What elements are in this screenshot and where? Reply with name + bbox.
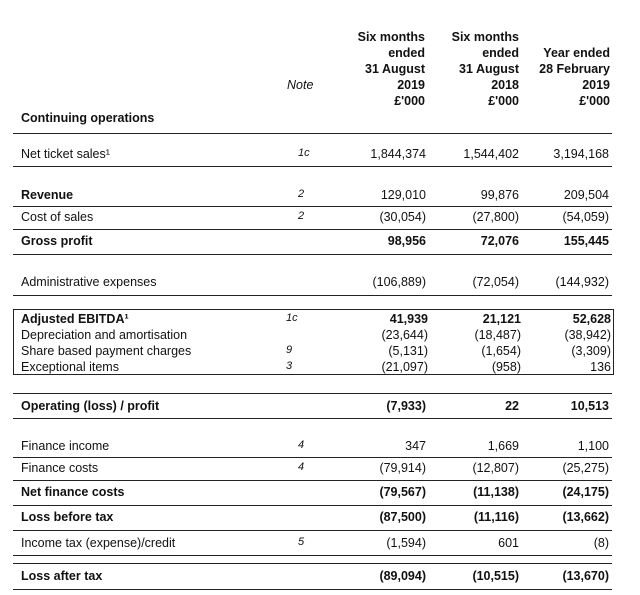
value-2018-h1: (958)	[491, 360, 521, 374]
value-2018-h1: 1,544,402	[463, 147, 519, 161]
note-column-header: Note	[287, 78, 314, 92]
value-fy2019: 3,194,168	[553, 147, 609, 161]
value-2018-h1: 22	[505, 399, 519, 413]
divider	[13, 229, 612, 230]
row-note: 1c	[298, 147, 310, 159]
row-note: 4	[298, 439, 305, 451]
header-line: Year ended	[543, 46, 610, 60]
value-2018-h1: (72,054)	[472, 275, 519, 289]
value-fy2019: 155,445	[563, 234, 609, 248]
header-line: £'000	[579, 94, 610, 108]
divider	[13, 166, 612, 167]
column-header-six-months-2019	[358, 29, 425, 109]
value-2018-h1: (12,807)	[472, 461, 519, 475]
value-2018-h1: 21,121	[482, 312, 521, 326]
row-note: 2	[298, 188, 305, 200]
divider	[13, 530, 612, 531]
value-2018-h1: (18,487)	[474, 328, 521, 342]
value-2019-h1: 1,844,374	[370, 147, 426, 161]
value-2019-h1: (21,097)	[381, 360, 428, 374]
divider	[13, 589, 612, 590]
row-label: Adjusted EBITDA¹	[21, 312, 129, 326]
row-label: Finance costs	[21, 461, 99, 475]
divider	[13, 393, 612, 394]
value-2019-h1: (30,054)	[379, 210, 426, 224]
divider	[13, 418, 612, 419]
header-line: 28 February	[539, 62, 610, 76]
row-label: Revenue	[21, 188, 74, 202]
value-fy2019: 52,628	[572, 312, 611, 326]
value-2018-h1: (1,654)	[481, 344, 521, 358]
value-fy2019: (13,670)	[562, 569, 609, 583]
ebitda-reconciliation-box	[13, 309, 614, 375]
header-line: 2018	[491, 78, 519, 92]
value-fy2019: (54,059)	[562, 210, 609, 224]
value-fy2019: (8)	[593, 536, 609, 550]
value-2019-h1: (89,094)	[379, 569, 426, 583]
value-fy2019: (24,175)	[562, 485, 609, 499]
divider	[13, 555, 612, 556]
table-row-cost-of-sales	[13, 208, 612, 226]
divider	[13, 480, 612, 481]
value-2019-h1: 347	[405, 439, 426, 453]
row-note: 1c	[286, 312, 298, 324]
value-2018-h1: (27,800)	[472, 210, 519, 224]
value-fy2019: 10,513	[570, 399, 609, 413]
value-fy2019: 209,504	[563, 188, 609, 202]
section-title: Continuing operations	[21, 111, 155, 125]
value-fy2019: (144,932)	[555, 275, 609, 289]
row-label: Finance income	[21, 439, 110, 453]
value-2018-h1: 1,669	[487, 439, 519, 453]
row-label: Cost of sales	[21, 210, 94, 224]
row-label: Net ticket sales¹	[21, 147, 110, 161]
value-2019-h1: (5,131)	[388, 344, 428, 358]
divider	[13, 206, 612, 207]
table-row-net-ticket-sales	[13, 145, 612, 163]
divider	[13, 295, 612, 296]
value-2019-h1: (7,933)	[386, 399, 426, 413]
value-2018-h1: 601	[498, 536, 519, 550]
value-2019-h1: (87,500)	[379, 510, 426, 524]
header-line: ended	[482, 46, 519, 60]
value-2019-h1: 41,939	[389, 312, 428, 326]
row-label: Share based payment charges	[21, 344, 192, 358]
header-line: 31 August	[365, 62, 425, 76]
row-note: 2	[298, 210, 305, 222]
row-label: Administrative expenses	[21, 275, 157, 289]
divider	[13, 457, 612, 458]
header-line: 2019	[397, 78, 425, 92]
row-label: Income tax (expense)/credit	[21, 536, 176, 550]
row-label: Net finance costs	[21, 485, 125, 499]
value-fy2019: 1,100	[577, 439, 609, 453]
header-line: 31 August	[459, 62, 519, 76]
row-label: Gross profit	[21, 234, 93, 248]
table-row-exceptional-items	[14, 359, 613, 375]
row-label: Operating (loss) / profit	[21, 399, 160, 413]
row-label: Loss after tax	[21, 569, 103, 583]
value-fy2019: (13,662)	[562, 510, 609, 524]
value-fy2019: (25,275)	[562, 461, 609, 475]
divider	[13, 505, 612, 506]
table-row-loss-after-tax	[13, 567, 612, 585]
divider	[13, 133, 612, 134]
header-line: £'000	[488, 94, 519, 108]
row-note: 3	[286, 360, 293, 372]
value-2019-h1: 129,010	[380, 188, 426, 202]
value-fy2019: (3,309)	[571, 344, 611, 358]
row-label: Exceptional items	[21, 360, 119, 374]
value-2018-h1: 99,876	[480, 188, 519, 202]
table-row-finance-costs	[13, 459, 612, 477]
row-note: 4	[298, 461, 305, 473]
value-fy2019: (38,942)	[564, 328, 611, 342]
divider	[13, 563, 612, 564]
value-2019-h1: (106,889)	[372, 275, 426, 289]
table-row-revenue	[13, 186, 612, 204]
header-line: Six months	[357, 30, 425, 44]
table-row-depreciation	[14, 327, 613, 343]
divider	[13, 254, 612, 255]
header-line: £'000	[394, 94, 425, 108]
header-line: Six months	[451, 30, 519, 44]
table-row-net-finance-costs	[13, 483, 612, 501]
table-row-loss-before-tax	[13, 508, 612, 526]
table-row-finance-income	[13, 437, 612, 455]
value-2019-h1: (23,644)	[381, 328, 428, 342]
table-row-operating-profit	[13, 397, 612, 415]
value-2019-h1: 98,956	[387, 234, 426, 248]
header-line: 2019	[582, 78, 610, 92]
column-header-six-months-2018	[452, 29, 519, 109]
value-2018-h1: (11,116)	[473, 510, 519, 524]
value-2018-h1: (11,138)	[473, 485, 519, 499]
value-fy2019: 136	[590, 360, 611, 374]
value-2019-h1: (79,914)	[379, 461, 426, 475]
row-note: 5	[298, 536, 305, 548]
row-label: Depreciation and amortisation	[21, 328, 188, 342]
row-note: 9	[286, 344, 293, 356]
table-row-adjusted-ebitda	[14, 311, 613, 327]
value-2018-h1: (10,515)	[472, 569, 519, 583]
table-row-share-based-payments	[14, 343, 613, 359]
value-2019-h1: (1,594)	[386, 536, 426, 550]
row-label: Loss before tax	[21, 510, 114, 524]
column-header-year-ended-2019	[539, 45, 610, 109]
table-row-admin-expenses	[13, 273, 612, 291]
table-row-gross-profit	[13, 232, 612, 250]
value-2019-h1: (79,567)	[379, 485, 426, 499]
header-line: ended	[388, 46, 425, 60]
value-2018-h1: 72,076	[480, 234, 519, 248]
table-row-income-tax	[13, 534, 612, 552]
